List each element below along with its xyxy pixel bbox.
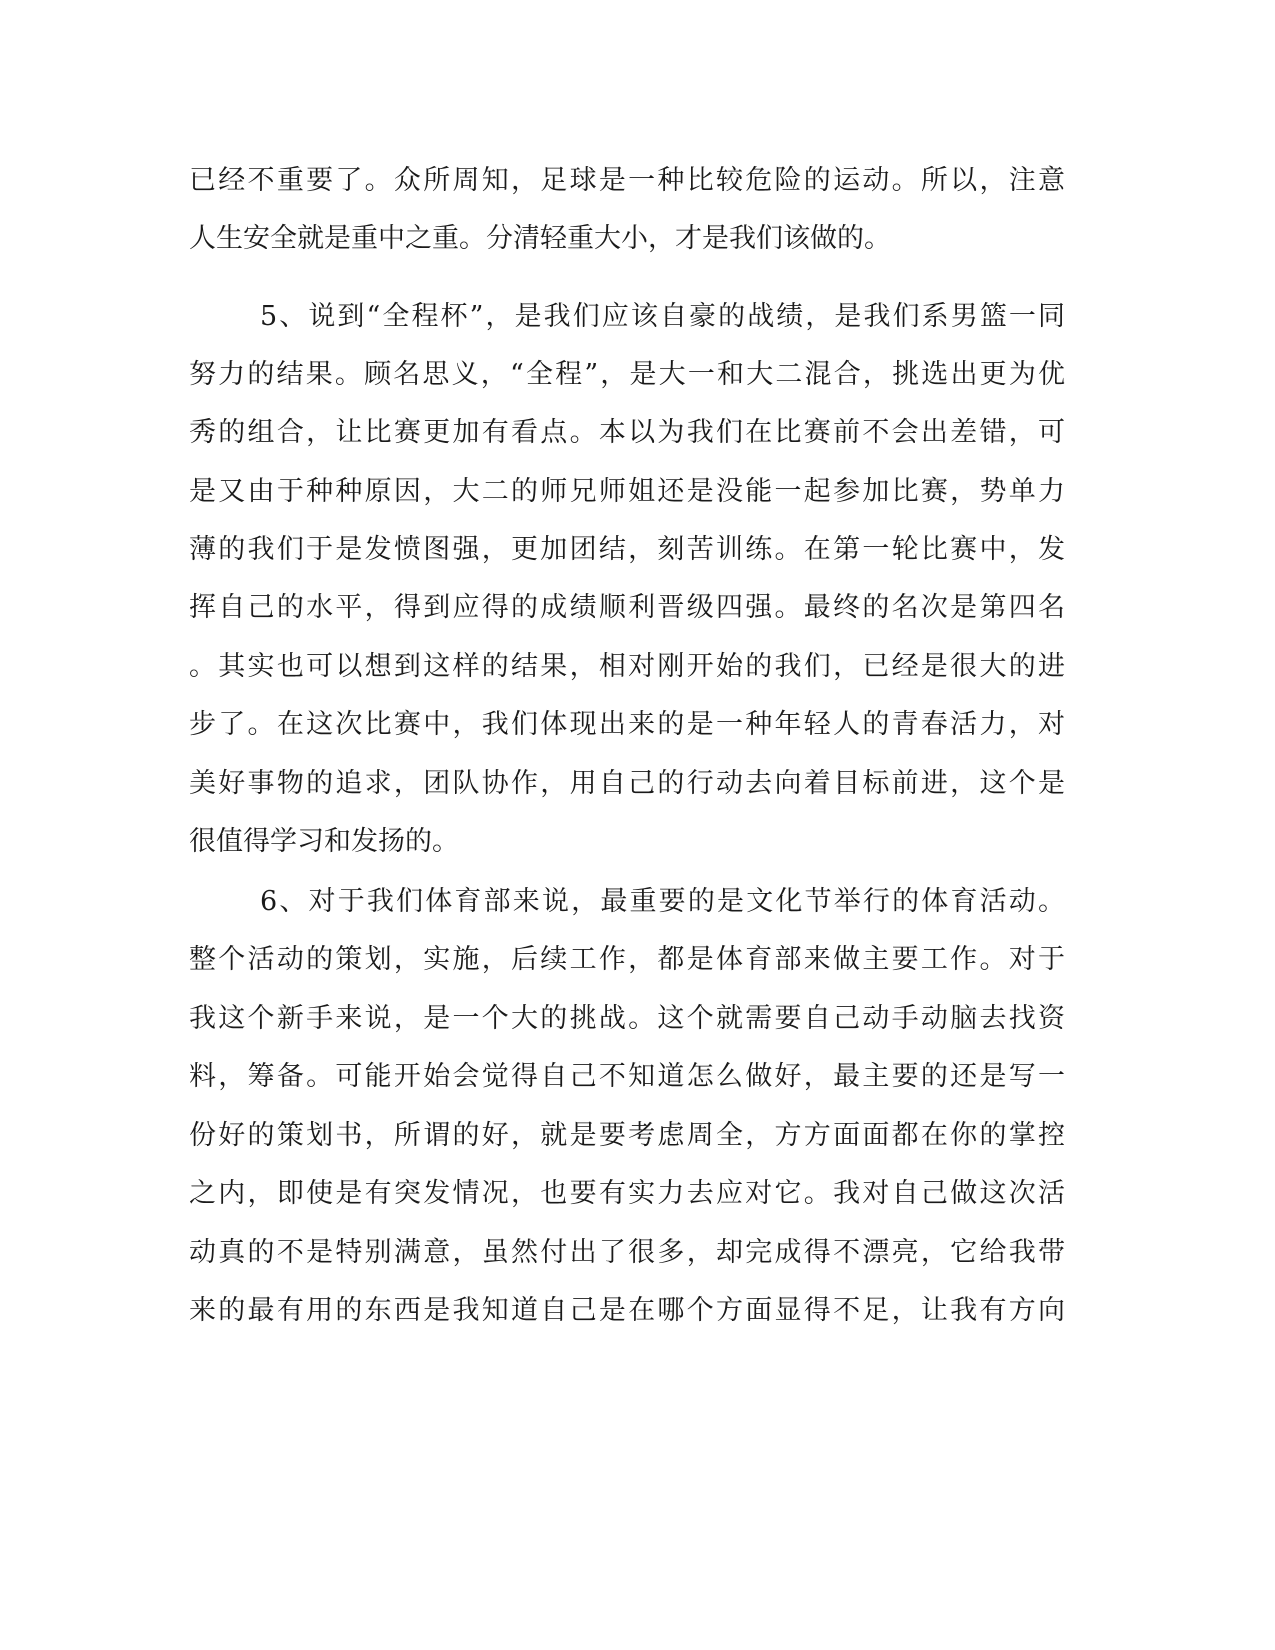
text-line: 很值得学习和发扬的。 xyxy=(189,826,459,857)
text-line: 动真的不是特别满意，虽然付出了很多，却完成得不漂亮，它给我带 xyxy=(189,1237,1065,1268)
text-line: 整个活动的策划，实施，后续工作，都是体育部来做主要工作。对于 xyxy=(189,944,1065,975)
text-line: 。其实也可以想到这样的结果，相对刚开始的我们，已经是很大的进 xyxy=(189,651,1065,682)
text-line: 人生安全就是重中之重。分清轻重大小，才是我们该做的。 xyxy=(189,223,891,254)
paragraph-5-first-line: 5、说到“全程杯”，是我们应该自豪的战绩，是我们系男篮一同 xyxy=(260,301,1065,332)
paragraph-6-first-line: 6、对于我们体育部来说，最重要的是文化节举行的体育活动。 xyxy=(260,886,1065,917)
text-line: 料，筹备。可能开始会觉得自己不知道怎么做好，最主要的还是写一 xyxy=(189,1061,1065,1092)
text-line: 份好的策划书，所谓的好，就是要考虑周全，方方面面都在你的掌控 xyxy=(189,1120,1065,1151)
text-line: 步了。在这次比赛中，我们体现出来的是一种年轻人的青春活力，对 xyxy=(189,709,1065,740)
text-line: 已经不重要了。众所周知，足球是一种比较危险的运动。所以，注意 xyxy=(189,165,1065,196)
text-line: 来的最有用的东西是我知道自己是在哪个方面显得不足，让我有方向 xyxy=(189,1295,1065,1326)
text-line: 挥自己的水平，得到应得的成绩顺利晋级四强。最终的名次是第四名 xyxy=(189,592,1065,623)
text-line: 之内，即使是有突发情况，也要有实力去应对它。我对自己做这次活 xyxy=(189,1178,1065,1209)
text-line: 秀的组合，让比赛更加有看点。本以为我们在比赛前不会出差错，可 xyxy=(189,417,1065,448)
text-line: 是又由于种种原因，大二的师兄师姐还是没能一起参加比赛，势单力 xyxy=(189,476,1065,507)
text-line: 薄的我们于是发愤图强，更加团结，刻苦训练。在第一轮比赛中，发 xyxy=(189,534,1065,565)
text-line: 我这个新手来说，是一个大的挑战。这个就需要自己动手动脑去找资 xyxy=(189,1003,1065,1034)
text-line: 努力的结果。顾名思义，“全程”，是大一和大二混合，挑选出更为优 xyxy=(189,359,1065,390)
text-line: 美好事物的追求，团队协作，用自己的行动去向着目标前进，这个是 xyxy=(189,768,1065,799)
